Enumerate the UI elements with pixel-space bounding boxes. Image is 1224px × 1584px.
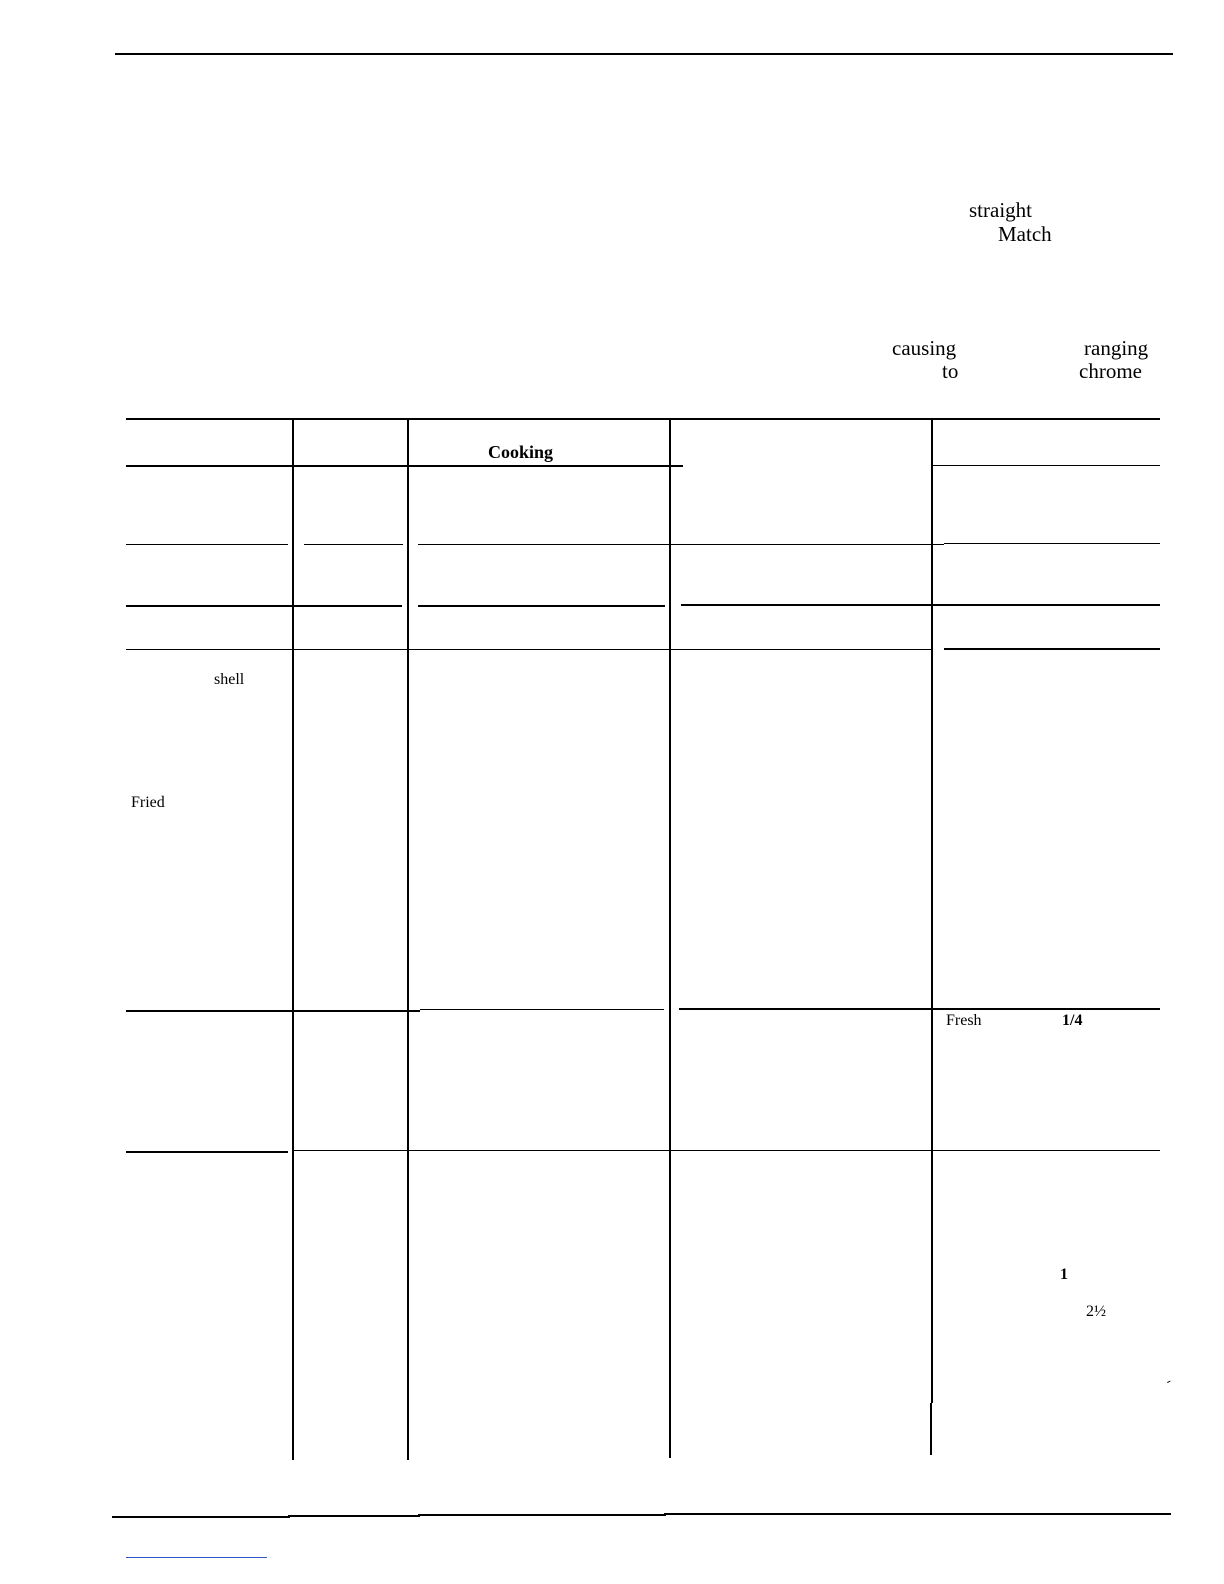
col-sep-2	[407, 418, 409, 1460]
intro-word-causing: causing	[892, 336, 957, 360]
row2-border-b	[418, 605, 665, 607]
top-rule	[115, 53, 1173, 55]
cell-two-and-half: 2½	[1086, 1303, 1106, 1320]
row1-border-b	[304, 544, 403, 545]
header-bottom-border-right	[932, 465, 1160, 466]
column-header-cooking: Cooking	[488, 442, 554, 462]
cell-shell: shell	[214, 671, 245, 688]
cell-one: 1	[1060, 1266, 1068, 1283]
footer-link[interactable]	[126, 1557, 267, 1558]
col-sep-4	[931, 418, 933, 1403]
row1-border-d	[944, 543, 1160, 544]
row1-border-a	[126, 544, 288, 545]
cell-dash-mark: -	[1163, 1372, 1174, 1389]
row5-border-a	[126, 1151, 288, 1153]
bottom-rule-c	[418, 1514, 666, 1516]
intro-word-to: to	[942, 359, 959, 383]
row3-border-b	[944, 648, 1160, 650]
cell-fresh: Fresh	[946, 1012, 982, 1029]
row5-border-b	[292, 1150, 1160, 1151]
row4-border-a	[126, 1010, 420, 1012]
intro-word-ranging: ranging	[1084, 336, 1149, 360]
row3-border-a	[126, 649, 932, 650]
header-bottom-border	[126, 465, 683, 467]
cell-one-quarter: 1/4	[1062, 1012, 1083, 1029]
intro-word-straight: straight	[969, 198, 1032, 222]
col-sep-1	[292, 418, 294, 1460]
bottom-rule-b	[288, 1515, 420, 1517]
row1-border-c	[418, 544, 944, 545]
row2-border-a	[126, 605, 402, 607]
row4-border-b	[420, 1009, 664, 1010]
col-sep-4-lower	[930, 1403, 932, 1455]
row2-border-c	[681, 604, 1160, 606]
bottom-rule-d	[664, 1513, 1171, 1515]
row4-border-c	[679, 1008, 1160, 1010]
intro-word-chrome: chrome	[1079, 359, 1142, 383]
col-sep-3	[669, 418, 671, 1458]
cell-fried: Fried	[131, 794, 165, 811]
intro-word-match: Match	[998, 222, 1052, 246]
bottom-rule-a	[112, 1516, 290, 1518]
table-top-border	[126, 418, 1160, 420]
